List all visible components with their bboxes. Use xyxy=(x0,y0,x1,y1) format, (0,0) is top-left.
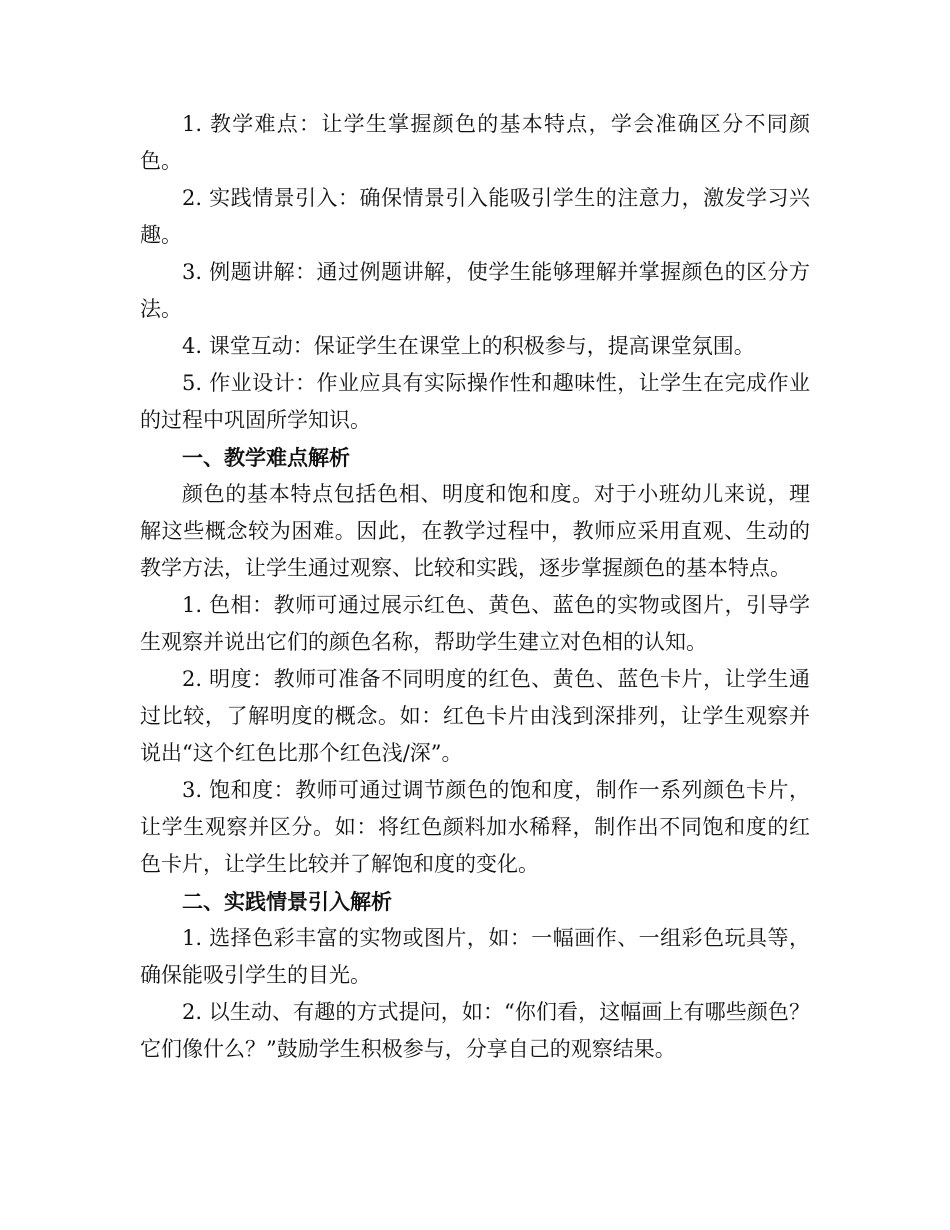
paragraph-scenario: 2. 实践情景引入：确保情景引入能吸引学生的注意力，激发学习兴趣。 xyxy=(140,186,810,247)
paragraph-difficulty: 1. 教学难点：让学生掌握颜色的基本特点，学会准确区分不同颜色。 xyxy=(140,112,810,173)
paragraph-homework: 5. 作业设计：作业应具有实际操作性和趣味性，让学生在完成作业的过程中巩固所学知识。 xyxy=(140,371,810,432)
section-heading-2: 二、实践情景引入解析 xyxy=(182,889,392,914)
document-body xyxy=(140,106,810,1068)
paragraph-brightness: 2. 明度：教师可准备不同明度的红色、黄色、蓝色卡片，让学生通过比较，了解明度的概念。如：红色卡片由浅到深排列，让学生观察并说出“这个红色比那个红色浅/深”。 xyxy=(140,667,810,765)
paragraph-choose-materials: 1. 选择色彩丰富的实物或图片，如：一幅画作、一组彩色玩具等，确保能吸引学生的目光。 xyxy=(140,926,810,987)
paragraph-interaction: 4. 课堂互动：保证学生在课堂上的积极参与，提高课堂氛围。 xyxy=(182,334,755,358)
paragraph-saturation: 3. 饱和度：教师可通过调节颜色的饱和度，制作一系列颜色卡片，让学生观察并区分。如：将红色颜料加水稀释，制作出不同饱和度的红色卡片，让学生比较并了解饱和度的变化。 xyxy=(140,778,810,876)
paragraph-examples: 3. 例题讲解：通过例题讲解，使学生能够理解并掌握颜色的区分方法。 xyxy=(140,260,810,321)
section-heading-1: 一、教学难点解析 xyxy=(182,445,350,470)
paragraph-color-features: 颜色的基本特点包括色相、明度和饱和度。对于小班幼儿来说，理解这些概念较为困难。因此，在教学过程中，教师应采用直观、生动的教学方法，让学生通过观察、比较和实践，逐步掌握颜色的基本特点。 xyxy=(140,482,810,580)
paragraph-hue: 1. 色相：教师可通过展示红色、黄色、蓝色的实物或图片，引导学生观察并说出它们的颜色名称，帮助学生建立对色相的认知。 xyxy=(140,593,810,654)
paragraph-questioning: 2. 以生动、有趣的方式提问，如：“你们看，这幅画上有哪些颜色？它们像什么？”鼓励学生积极参与，分享自己的观察结果。 xyxy=(140,1000,810,1061)
